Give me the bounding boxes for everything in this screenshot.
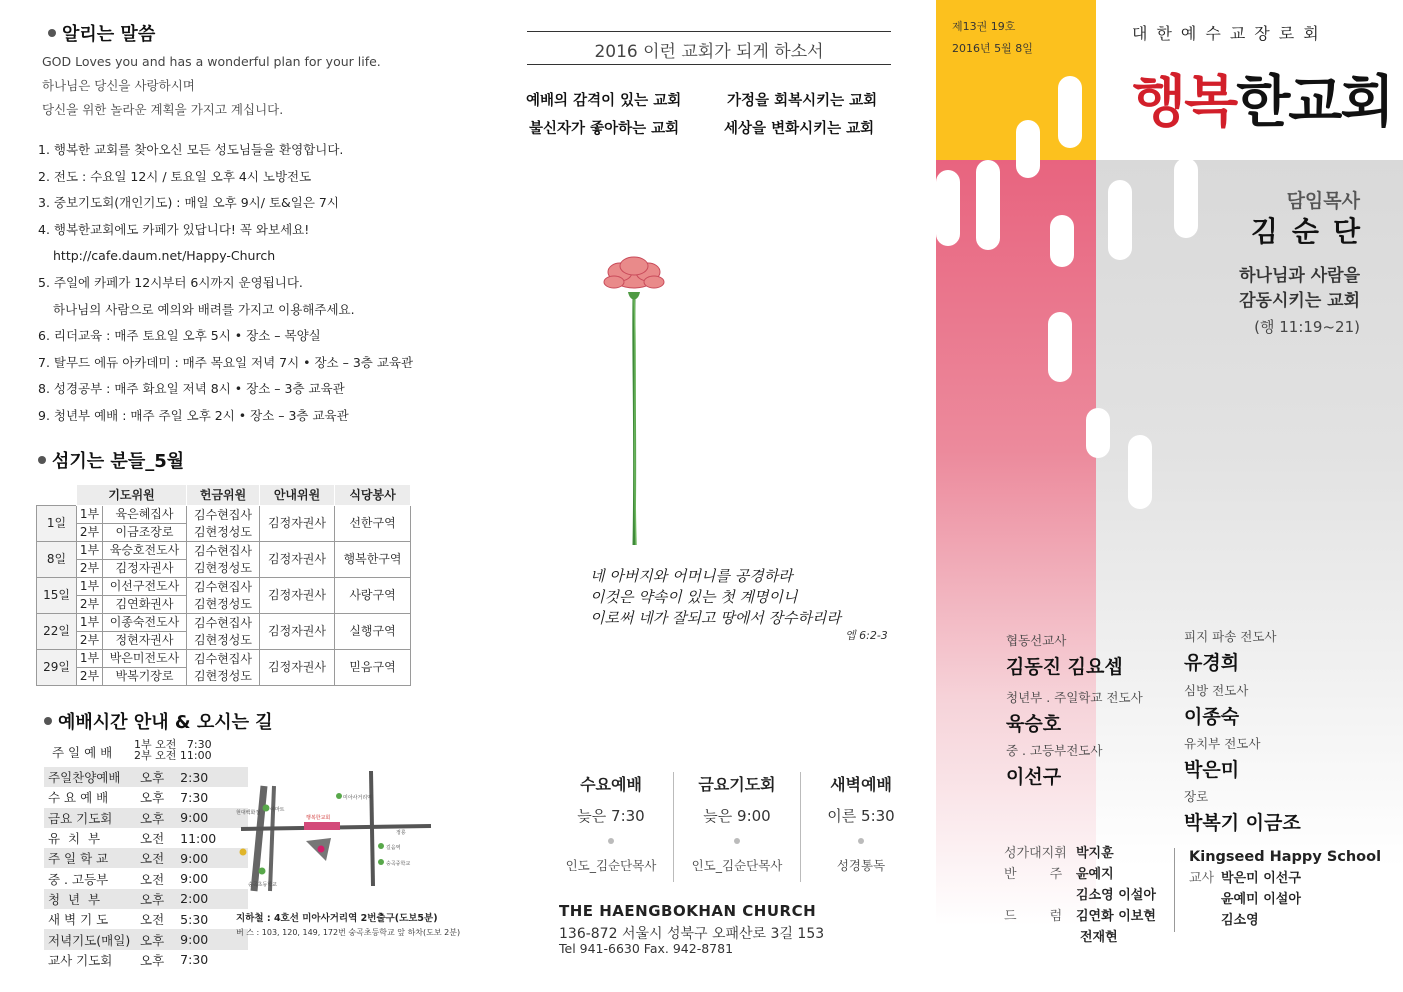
header-cell: 식당봉사 xyxy=(335,485,411,506)
list-item xyxy=(1004,927,1156,948)
service-note: 인도_김순단목사 xyxy=(565,858,657,873)
list-item xyxy=(1004,906,1156,927)
bullet-icon xyxy=(48,29,56,37)
church-marker xyxy=(304,822,340,830)
pastor-name: 김순단 xyxy=(1250,215,1374,248)
worship-ampm: 오전 xyxy=(140,871,165,887)
table-row xyxy=(44,808,248,828)
decor-pill xyxy=(976,160,1000,250)
staff-entry xyxy=(1184,681,1248,729)
kingseed-names: 윤예미 이설아 xyxy=(1221,892,1301,907)
verse-reference: 엡 6:2-3 xyxy=(845,629,888,642)
worship-time: 9:00 xyxy=(168,929,248,949)
meal-cell: 행복한구역 xyxy=(335,542,411,578)
day-cell: 29일 xyxy=(37,650,77,686)
column-divider xyxy=(1174,848,1175,932)
map-label: 숭곡초등학교 xyxy=(248,882,277,888)
list-item xyxy=(1189,868,1381,889)
staff-entry xyxy=(1006,741,1102,789)
notice-item: 5. 주일에 카페가 12시부터 6시까지 운영됩니다. xyxy=(38,274,303,290)
directions-map xyxy=(236,766,461,938)
offer-cell xyxy=(187,650,260,686)
worship-heading xyxy=(44,708,273,734)
part-cell: 2부 xyxy=(77,560,103,578)
staff-entry xyxy=(1006,631,1123,679)
staff-role: 청년부 . 주일학교 전도사 xyxy=(1006,690,1143,705)
motto-reference: (행 11:19~21) xyxy=(1254,318,1360,336)
part-cell: 1부 xyxy=(77,578,103,596)
notice-item: 2. 전도 : 수요일 12시 / 토요일 오후 4시 노방전도 xyxy=(38,168,312,184)
table-row xyxy=(44,868,248,888)
worship-ampm: 오후 xyxy=(140,790,165,806)
worship-time: 2:00 xyxy=(168,889,248,909)
choir-names: 윤예지 xyxy=(1076,867,1114,882)
staff-role: 심방 전도사 xyxy=(1184,683,1249,698)
offer-cell xyxy=(187,578,260,614)
choir-names: 박지훈 xyxy=(1076,846,1114,861)
church-motto xyxy=(1180,264,1360,314)
worship-ampm: 오전 xyxy=(140,912,165,928)
staff-name: 김동진 김요셉 xyxy=(1006,656,1123,678)
part-cell: 2부 xyxy=(77,596,103,614)
worship-name: 주일찬양예배 xyxy=(44,767,136,787)
worship-name: 새 벽 기 도 xyxy=(48,912,109,928)
denomination: 대한예수교장로회 xyxy=(1132,24,1328,43)
map-label: 길음역 xyxy=(386,845,401,851)
list-item xyxy=(1189,910,1381,931)
staff-role: 유치부 전도사 xyxy=(1184,736,1261,751)
choir-label: 성가대지휘 xyxy=(1004,846,1067,861)
map-label: 정릉 xyxy=(396,830,406,836)
choir-names: 김소영 이설아 xyxy=(1076,888,1156,903)
staff-entry xyxy=(1184,734,1260,782)
choir-label: 드 럼 xyxy=(1004,909,1063,924)
table-row xyxy=(37,650,411,668)
map-bus-info: 버 스 : 103, 120, 149, 172번 숭곡초등학교 앞 하차(도보 2분) xyxy=(236,928,461,937)
offer-name: 김수현집사 xyxy=(194,579,252,594)
serve-title: 섬기는 분들_5월 xyxy=(52,451,185,472)
dot-icon xyxy=(608,838,614,844)
serve-header-row xyxy=(37,485,411,506)
table-row xyxy=(37,542,411,560)
part-cell: 1부 xyxy=(77,506,103,524)
table-row xyxy=(37,578,411,596)
decor-pill xyxy=(1050,215,1074,267)
issue-number: 제13권 19호 xyxy=(952,20,1016,33)
part-cell: 2부 xyxy=(77,632,103,650)
verse-line: 네 아버지와 어머니를 공경하라 xyxy=(590,567,793,585)
map-graphic xyxy=(236,766,436,906)
issue-block xyxy=(952,16,1033,60)
staff-entry xyxy=(1006,688,1143,736)
table-row xyxy=(44,889,248,909)
service-name: 수요예배 xyxy=(580,775,642,794)
offer-cell xyxy=(187,542,260,578)
part-cell: 1부 xyxy=(77,650,103,668)
church-tel: Tel 941-6630 Fax. 942-8781 xyxy=(559,941,734,956)
notice-item: 1. 행복한 교회를 찾아오신 모든 성도님들을 환영합니다. xyxy=(38,142,344,157)
church-goal: 세상을 변화시키는 교회 xyxy=(724,121,875,137)
table-row xyxy=(44,929,248,949)
worship-name: 금요 기도회 xyxy=(44,808,136,828)
header-cell: 기도위원 xyxy=(77,485,187,506)
decor-pill xyxy=(1048,312,1072,382)
staff-entry xyxy=(1184,787,1301,835)
kingseed-names: 김소영 xyxy=(1221,913,1259,928)
notice-item: 하나님의 사람으로 예의와 배려를 가지고 이용해주세요. xyxy=(53,301,355,317)
table-row xyxy=(37,506,411,524)
member-cell: 이금조장로 xyxy=(103,524,187,542)
staff-entry xyxy=(1184,627,1276,675)
intro-line: GOD Loves you and has a wonderful plan for your life. xyxy=(42,54,381,69)
worship-ampm: 오후 xyxy=(136,767,168,787)
meal-cell: 사랑구역 xyxy=(335,578,411,614)
list-item xyxy=(1004,885,1156,906)
map-road xyxy=(371,771,373,886)
map-poi xyxy=(259,868,266,875)
notice-item: 6. 리더교육 : 매주 토요일 오후 5시 • 장소 – 목양실 xyxy=(38,328,321,344)
table-row xyxy=(44,909,248,929)
part-cell: 1부 xyxy=(77,614,103,632)
worship-ampm: 오전 xyxy=(140,831,165,847)
service-column xyxy=(548,772,674,874)
worship-title: 예배시간 안내 & 오시는 길 xyxy=(58,712,273,733)
offer-cell xyxy=(187,614,260,650)
issue-date: 2016년 5월 8일 xyxy=(952,42,1033,55)
worship-name: 저녁기도(매일) xyxy=(44,929,136,949)
worship-time: 9:00 xyxy=(180,871,209,887)
mid-title: 2016 이런 교회가 되게 하소서 xyxy=(594,42,824,62)
decor-pill xyxy=(936,170,960,246)
map-label: 미아사거리역 xyxy=(343,795,372,801)
notice-item: 8. 성경공부 : 매주 화요일 저녁 8시 • 장소 – 3층 교육관 xyxy=(38,381,345,397)
worship-time: 2:30 xyxy=(168,767,248,787)
table-row xyxy=(44,787,248,807)
kingseed-label: 교사 xyxy=(1189,871,1215,886)
notice-list xyxy=(38,137,413,430)
day-cell: 15일 xyxy=(37,578,77,614)
usher-cell: 김정자권사 xyxy=(260,578,335,614)
verse-line: 이로써 네가 잘되고 땅에서 장수하리라 xyxy=(590,609,841,627)
offer-name: 김현정성도 xyxy=(194,632,252,647)
table-row xyxy=(37,614,411,632)
worship-ampm: 오후 xyxy=(136,889,168,909)
member-cell: 육승호전도사 xyxy=(103,542,187,560)
intro-line: 당신을 위한 놀라운 계획을 가지고 계십니다. xyxy=(42,102,284,117)
worship-time: 9:00 xyxy=(168,848,248,868)
sunday-worship-time: 1부 오전 7:30 xyxy=(134,738,212,751)
member-cell: 박은미전도사 xyxy=(103,650,187,668)
decor-pill xyxy=(1108,180,1132,260)
flower-calyx xyxy=(628,292,640,300)
staff-role: 중 . 고등부전도사 xyxy=(1006,743,1103,758)
staff-role: 협동선교사 xyxy=(1006,633,1067,648)
verse-line: 이것은 약속이 있는 첫 계명이니 xyxy=(590,588,798,606)
map-label: 현대백화점 xyxy=(236,810,261,816)
offer-name: 김수현집사 xyxy=(194,507,252,522)
part-cell: 2부 xyxy=(77,668,103,686)
flower-petals xyxy=(604,257,664,288)
service-name: 금요기도회 xyxy=(698,775,776,794)
member-cell: 정현자권사 xyxy=(103,632,187,650)
header-cell: 헌금위원 xyxy=(187,485,260,506)
worship-name: 교사 기도회 xyxy=(48,952,113,968)
table-row xyxy=(44,950,248,970)
decor-pill xyxy=(1058,76,1082,148)
offer-name: 김현정성도 xyxy=(194,668,252,683)
map-poi xyxy=(240,849,247,856)
bullet-icon xyxy=(44,717,52,725)
bullet-icon xyxy=(38,456,46,464)
choir-label: 반 주 xyxy=(1004,867,1063,882)
staff-name: 이종숙 xyxy=(1184,706,1240,728)
church-english-name: THE HAENGBOKHAN CHURCH xyxy=(559,902,817,920)
worship-table xyxy=(44,767,248,970)
title-rule-bottom xyxy=(527,64,891,65)
staff-name: 박복기 이금조 xyxy=(1184,812,1301,834)
worship-ampm: 오전 xyxy=(136,848,168,868)
offer-name: 김현정성도 xyxy=(194,596,252,611)
church-pin xyxy=(318,846,325,853)
service-time: 늦은 9:00 xyxy=(703,807,771,825)
announce-title: 알리는 말씀 xyxy=(62,24,156,45)
kingseed-names: 박은미 이선구 xyxy=(1221,871,1301,886)
title-rule-top xyxy=(527,31,891,32)
meal-cell: 선한구역 xyxy=(335,506,411,542)
map-poi xyxy=(336,793,342,799)
pastor-title: 담임목사 xyxy=(1286,190,1360,212)
kingseed-title: Kingseed Happy School xyxy=(1189,849,1382,865)
worship-time: 7:30 xyxy=(180,789,209,805)
church-address: 136-872 서울시 성북구 오패산로 3길 153 xyxy=(559,926,825,942)
day-cell: 8일 xyxy=(37,542,77,578)
offer-name: 김현정성도 xyxy=(194,560,252,575)
worship-time: 5:30 xyxy=(180,911,209,927)
decor-pill xyxy=(1016,120,1040,178)
choir-names: 전재현 xyxy=(1080,930,1118,945)
decor-pill xyxy=(1128,435,1152,509)
service-note: 인도_김순단목사 xyxy=(691,858,783,873)
worship-ampm: 오후 xyxy=(140,952,165,968)
worship-name: 유 치 부 xyxy=(48,831,101,847)
sunday-worship-time: 2부 오전 11:00 xyxy=(134,749,212,762)
map-poi xyxy=(378,859,384,865)
sunday-worship-row xyxy=(44,740,220,764)
member-cell: 육은혜집사 xyxy=(103,506,187,524)
serve-table xyxy=(36,484,411,686)
dot-icon xyxy=(734,838,740,844)
corner-cell xyxy=(37,485,77,506)
staff-name: 박은미 xyxy=(1184,759,1240,781)
service-note: 성경통독 xyxy=(836,858,886,873)
map-road xyxy=(270,786,274,891)
usher-cell: 김정자권사 xyxy=(260,650,335,686)
notice-item: 7. 탈무드 에듀 아카데미 : 매주 목요일 저녁 7시 • 장소 – 3층 교육관 xyxy=(38,354,414,370)
map-label: 숭곡중학교 xyxy=(386,861,411,867)
notice-item: 9. 청년부 예배 : 매주 주일 오후 2시 • 장소 – 3층 교육관 xyxy=(38,407,349,423)
table-row xyxy=(44,767,248,787)
motto-line: 하나님과 사람을 xyxy=(1239,266,1360,286)
staff-role: 장로 xyxy=(1184,789,1209,804)
worship-time: 9:00 xyxy=(168,808,248,828)
service-name: 새벽예배 xyxy=(830,775,892,794)
list-item xyxy=(1189,889,1381,910)
map-label: 이마트 xyxy=(270,807,285,813)
member-cell: 김정자권사 xyxy=(103,560,187,578)
choir-list xyxy=(1004,843,1156,948)
worship-time: 7:30 xyxy=(180,952,209,968)
decor-pill xyxy=(1086,408,1110,458)
church-goal: 가정을 회복시키는 교회 xyxy=(727,93,878,109)
notice-item: 4. 행복한교회에도 카페가 있답니다! 꼭 와보세요! xyxy=(38,221,310,237)
member-cell: 박복기장로 xyxy=(103,668,187,686)
map-poi xyxy=(378,843,384,849)
map-subway-info: 지하철 : 4호선 미아사거리역 2번출구(도보5분) xyxy=(236,913,438,924)
usher-cell: 김정자권사 xyxy=(260,506,335,542)
intro-block xyxy=(42,50,381,122)
carnation-illustration xyxy=(590,250,680,550)
map-label: 행복한교회 xyxy=(306,815,331,821)
kingseed-block xyxy=(1189,849,1381,931)
service-time: 늦은 7:30 xyxy=(577,807,645,825)
service-time: 이른 5:30 xyxy=(827,807,895,825)
intro-line: 하나님은 당신을 사랑하시며 xyxy=(42,78,195,93)
service-column xyxy=(801,772,921,874)
staff-name: 이선구 xyxy=(1006,766,1062,788)
worship-time: 11:00 xyxy=(180,830,217,846)
worship-name: 청 년 부 xyxy=(44,889,136,909)
member-cell: 이종숙전도사 xyxy=(103,614,187,632)
table-row xyxy=(44,848,248,868)
worship-name: 주 일 학 교 xyxy=(44,848,136,868)
logo-part: 행복 xyxy=(1132,70,1237,135)
motto-line: 감동시키는 교회 xyxy=(1239,291,1360,311)
worship-name: 중 . 고등부 xyxy=(48,871,109,887)
staff-name: 육승호 xyxy=(1006,713,1062,735)
list-item xyxy=(1004,864,1156,885)
day-cell: 1일 xyxy=(37,506,77,542)
church-goal: 불신자가 좋아하는 교회 xyxy=(529,121,680,137)
offer-name: 김수현집사 xyxy=(194,651,252,666)
usher-cell: 김정자권사 xyxy=(260,542,335,578)
day-cell: 22일 xyxy=(37,614,77,650)
worship-ampm: 오후 xyxy=(136,929,168,949)
member-cell: 김연화권사 xyxy=(103,596,187,614)
offer-name: 김수현집사 xyxy=(194,615,252,630)
choir-names: 김연화 이보현 xyxy=(1076,909,1156,924)
map-poi xyxy=(263,805,270,812)
church-goal: 예배의 감격이 있는 교회 xyxy=(526,93,682,109)
worship-name: 수 요 예 배 xyxy=(48,790,109,806)
logo-part: 한교회 xyxy=(1236,70,1393,135)
map-road xyxy=(254,786,264,891)
worship-ampm: 오후 xyxy=(136,808,168,828)
list-item xyxy=(1004,843,1156,864)
sunday-worship-name: 주 일 예 배 xyxy=(52,745,113,760)
meal-cell: 믿음구역 xyxy=(335,650,411,686)
part-cell: 1부 xyxy=(77,542,103,560)
header-cell: 안내위원 xyxy=(260,485,335,506)
verse-block xyxy=(590,566,890,629)
cafe-link[interactable]: http://cafe.daum.net/Happy-Church xyxy=(53,248,276,264)
meal-cell: 실행구역 xyxy=(335,614,411,650)
member-cell: 이선구전도사 xyxy=(103,578,187,596)
offer-cell xyxy=(187,506,260,542)
offer-name: 김수현집사 xyxy=(194,543,252,558)
part-cell: 2부 xyxy=(77,524,103,542)
announce-heading xyxy=(48,20,155,46)
notice-item: 3. 중보기도회(개인기도) : 매일 오후 9시/ 토&일은 7시 xyxy=(38,195,339,211)
church-logo xyxy=(1132,58,1393,138)
dot-icon xyxy=(858,838,864,844)
offer-name: 김현정성도 xyxy=(194,524,252,539)
table-row xyxy=(44,828,248,848)
service-column xyxy=(674,772,800,874)
staff-role: 피지 파송 전도사 xyxy=(1184,629,1277,644)
staff-name: 유경희 xyxy=(1184,652,1240,674)
serve-heading xyxy=(38,447,184,473)
usher-cell: 김정자권사 xyxy=(260,614,335,650)
